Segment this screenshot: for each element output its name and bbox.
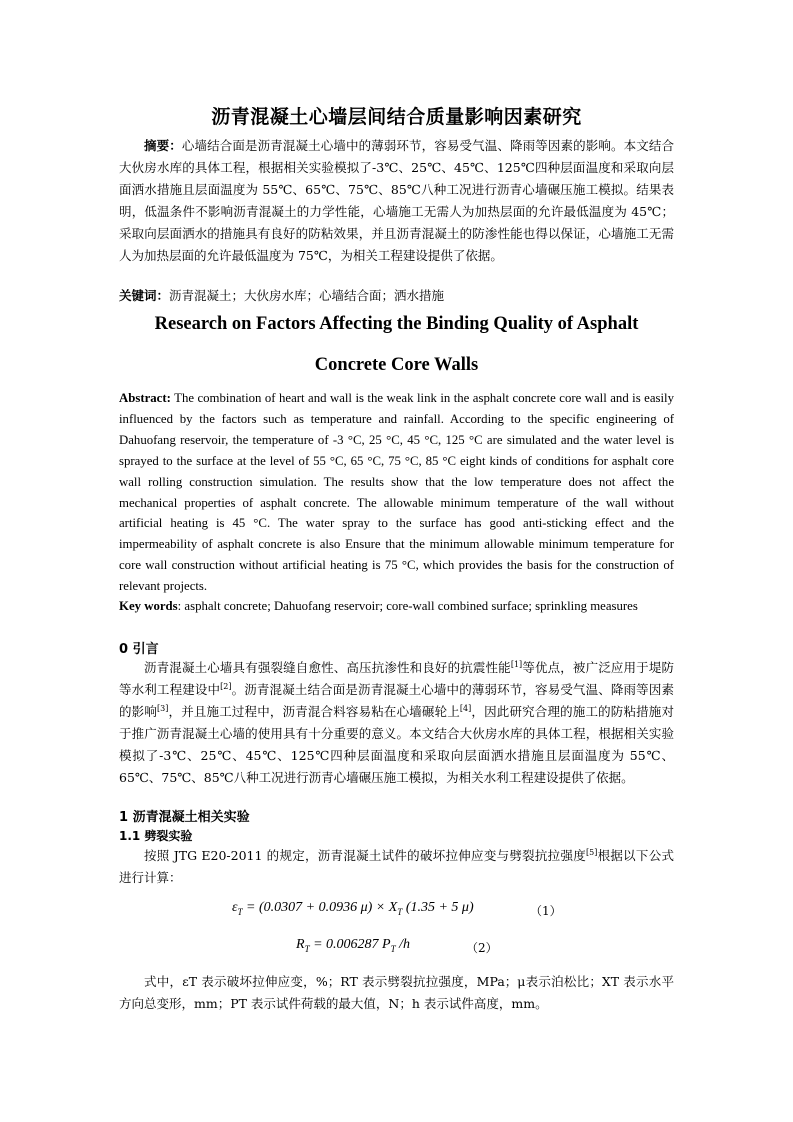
chinese-title: 沥青混凝土心墙层间结合质量影响因素研究	[211, 106, 582, 128]
english-abstract-text: The combination of heart and wall is the weak link in the asphalt concrete core wall and is easily influenced by the factors such as temperature and rainfall. According to the specific engineering of Dahuofang reservoir, the temperature of -3 °C, 25 °C, 45 °C, 125 °C are simulated and the water level is sprayed to the surface at the level of 55 °C, 65 °C, 75 °C, 85 °C eight kinds of conditions for asphalt core wall rolling construction simulation. The results show that the low temperature does not affect the mechanical properties of asphalt concrete. The allowable minimum temperature of the wall without artificial heating is 45 °C. The water spray to the surface has good anti-sticking effect and the impermeability of asphalt concrete is also Ensure that the minimum allowable minimum temperature for core wall construction without artificial heating is 75 °C, which provides the basis for the construction of relevant projects.	[119, 391, 675, 594]
chinese-keywords	[119, 285, 674, 307]
eq2-sub-t: T	[304, 943, 310, 954]
section-1-heading: 1 沥青混凝土相关实验	[119, 810, 250, 825]
symbols-paragraph	[119, 971, 674, 1015]
english-abstract	[119, 388, 674, 597]
intro-text-c: 。沥青混凝土结合面是沥青混凝土心墙中的薄弱环节，容易受气温、降雨等因素的影响	[119, 682, 674, 719]
split-text-b: 根据以下公式进行计算：	[119, 848, 674, 885]
eq1-sub-t: T	[237, 906, 243, 917]
eq2-r: R	[296, 937, 305, 952]
equation-1-number: （1）	[530, 904, 562, 918]
section-1-1-heading: 1.1 劈裂实验	[119, 829, 193, 843]
intro-text-e: ，因此研究合理的施工的防粘措施对于推广沥青混凝土心墙的使用具有十分重要的意义。本文结合大伙房水库的具体工程，根据相关实验模拟了-3℃、25℃、45℃、125℃四种层面温度和采取向层面洒水措施且层面温度为 55℃、65℃、75℃、85℃八种工况进行沥青心墙碾压施工模拟，为相关水利工程建设提供了依据。	[119, 704, 674, 785]
citation-1: [1]	[510, 659, 523, 669]
eq1-tail: (1.35 + 5 μ)	[402, 900, 474, 915]
citation-3: [3]	[157, 703, 169, 713]
split-text-a: 按照 JTG E20-2011 的规定，沥青混凝土试件的破坏拉伸应变与劈裂抗拉强度	[144, 848, 586, 863]
english-keywords-text: : asphalt concrete; Dahuofang reservoir; core-wall combined surface; sprinkling measures	[177, 599, 638, 613]
citation-2: [2]	[220, 681, 232, 691]
eq2-body: = 0.006287 P	[309, 937, 391, 952]
intro-text-a: 沥青混凝土心墙具有强裂缝自愈性、高压抗渗性和良好的抗震性能	[144, 660, 511, 675]
chinese-keywords-text: 沥青混凝土；大伙房水库；心墙结合面；洒水措施	[169, 288, 445, 303]
splitting-test-paragraph	[119, 845, 674, 889]
equation-2-number: （2）	[466, 941, 498, 955]
english-keywords-label: Key words	[119, 599, 178, 613]
eq1-sub-t2: T	[397, 906, 403, 917]
chinese-keywords-label: 关键词：	[119, 288, 170, 303]
english-title-line-1: Research on Factors Affecting the Binding Quality of Asphalt	[154, 314, 639, 334]
english-title-line-2: Concrete Core Walls	[314, 355, 479, 375]
eq2-tail: /h	[395, 937, 410, 952]
chinese-abstract-label: 摘要：	[144, 138, 182, 153]
citation-4: [4]	[459, 703, 472, 713]
section-0-heading: 0 引言	[119, 642, 159, 657]
equation-2	[296, 937, 410, 954]
intro-text-b: 等优点，被广泛应用于堤防等水利工程建设中	[119, 660, 674, 697]
equation-1	[232, 900, 474, 917]
eq1-epsilon: ε	[232, 900, 238, 915]
english-keywords	[119, 596, 674, 617]
symbols-text: 式中，εT 表示破坏拉伸应变，%；RT 表示劈裂抗拉强度，MPa；μ表示泊松比；XT 表示水平方向总变形，mm；PT 表示试件荷载的最大值，N；h 表示试件高度，mm。	[119, 974, 674, 1011]
intro-text-d: ，并且施工过程中，沥青混合料容易粘在心墙碾轮上	[168, 704, 460, 719]
citation-5: [5]	[586, 847, 598, 857]
eq2-sub-t2: T	[390, 943, 396, 954]
introduction-paragraph	[119, 657, 674, 789]
english-abstract-label: Abstract:	[119, 391, 171, 405]
eq1-body: = (0.0307 + 0.0936 μ) × X	[242, 900, 398, 915]
chinese-abstract-text: 心墙结合面是沥青混凝土心墙中的薄弱环节，容易受气温、降雨等因素的影响。本文结合大伙房水库的具体工程，根据相关实验模拟了-3℃、25℃、45℃、125℃四种层面温度和采取向层面洒水措施且层面温度为 55℃、65℃、75℃、85℃八种工况进行沥青心墙碾压施工模拟。结果表明，低温条件不影响沥青混凝土的力学性能，心墙施工无需人为加热层面的允许最低温度为 45℃；采取向层面洒水的措施具有良好的防粘效果，并且沥青混凝土的防渗性能也得以保证，心墙施工无需人为加热层面的允许最低温度为 75℃，为相关工程建设提供了依据。	[119, 138, 674, 263]
chinese-abstract	[119, 135, 674, 267]
